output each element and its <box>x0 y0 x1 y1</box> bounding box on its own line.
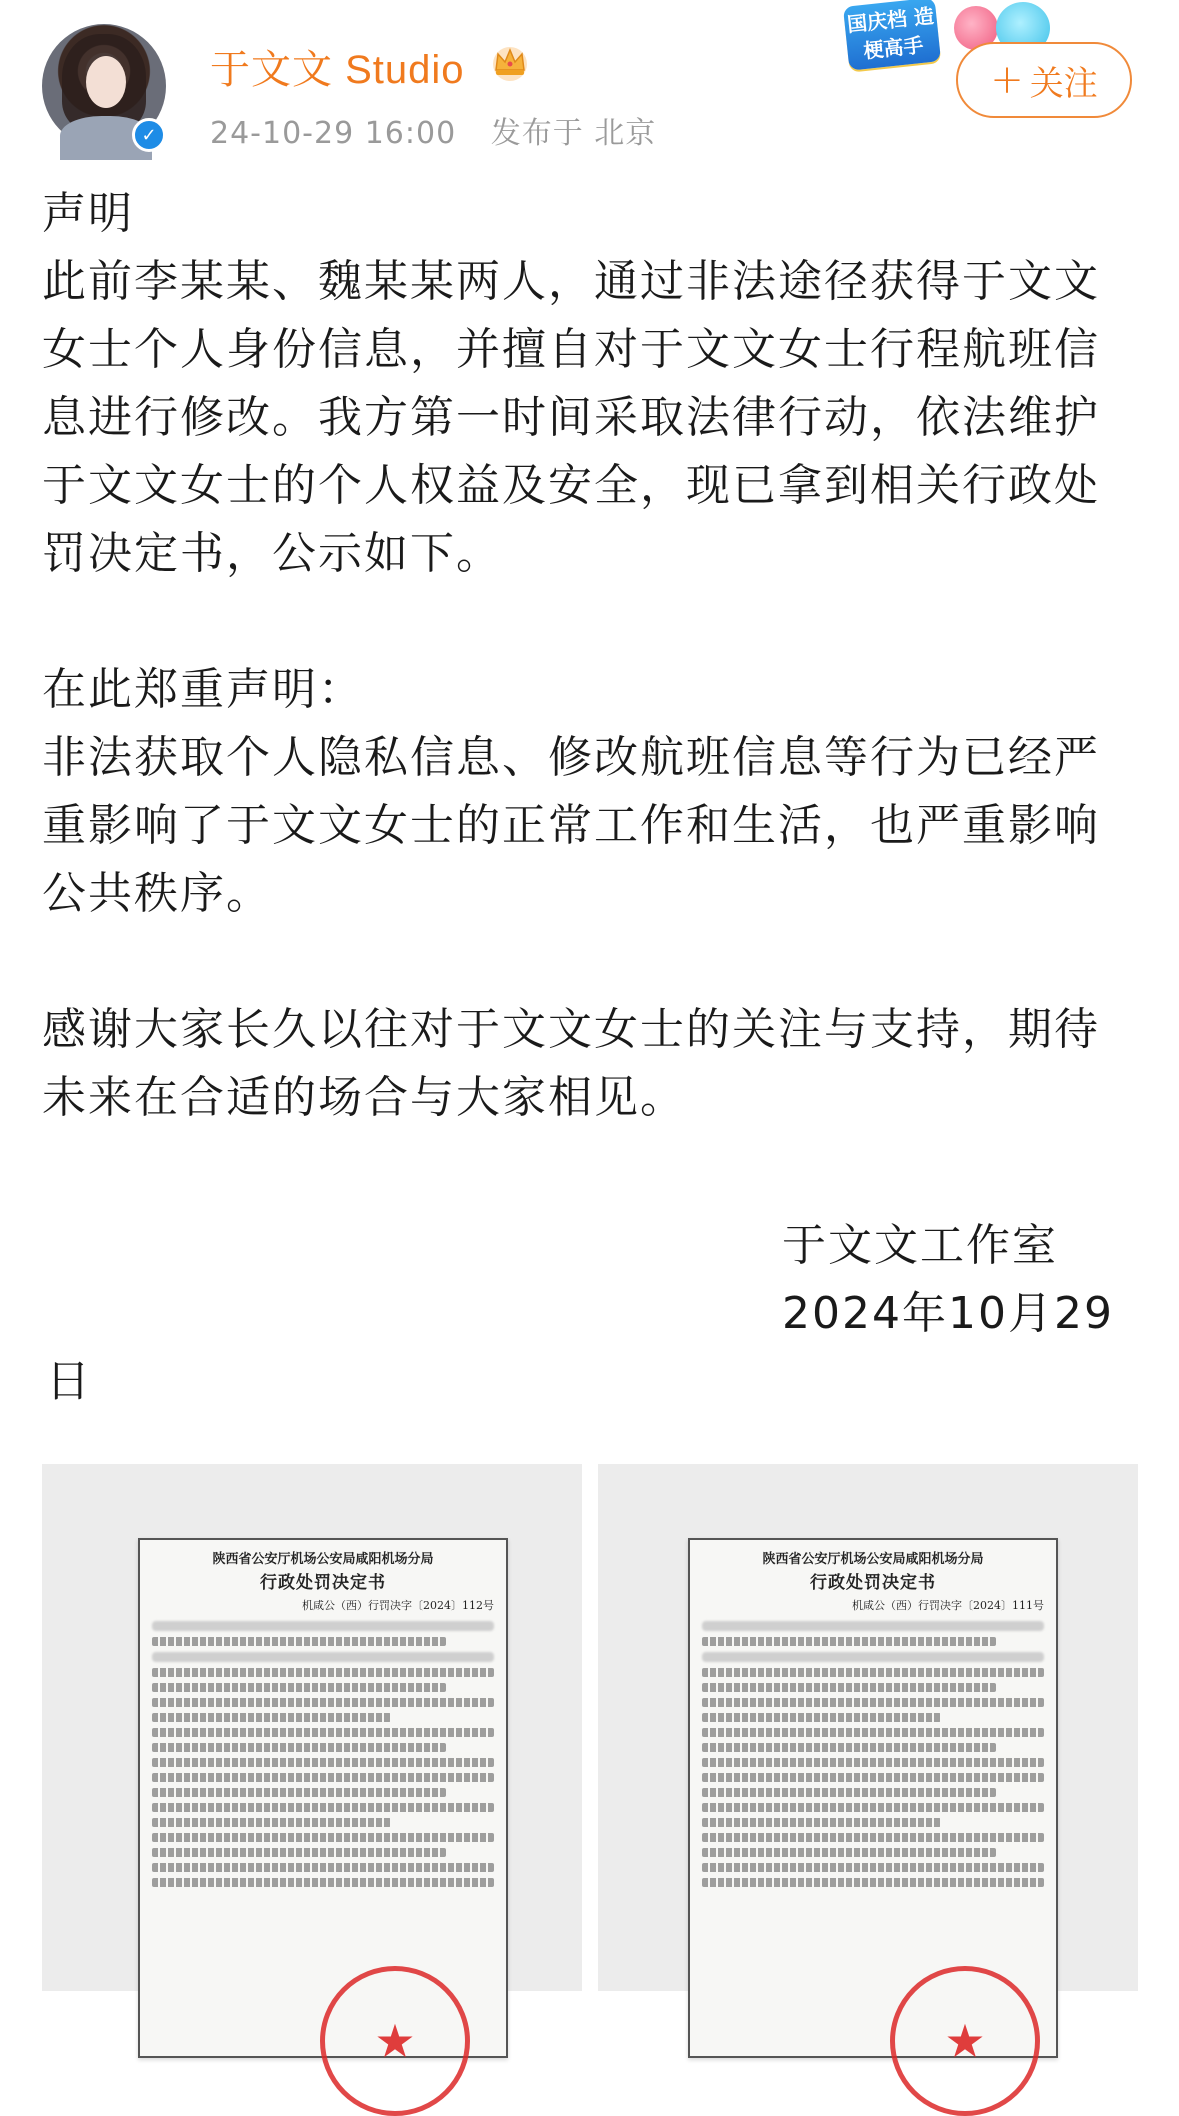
document-number: 机咸公（西）行罚决字〔2024〕111号 <box>852 1599 1044 1612</box>
follow-label: 关注 <box>1029 63 1098 104</box>
plus-icon: + <box>990 57 1024 103</box>
document-agency: 陕西省公安厅机场公安局咸阳机场分局 <box>762 1552 984 1567</box>
username[interactable]: 于文文 Studio <box>210 48 465 92</box>
signature: 于文文工作室 <box>782 1220 1058 1271</box>
document-agency: 陕西省公安厅机场公安局咸阳机场分局 <box>212 1552 434 1567</box>
document-title: 行政处罚决定书 <box>260 1573 386 1593</box>
image-thumbnail[interactable] <box>42 1464 582 2068</box>
signature-date-tail: 日 <box>46 1356 90 1407</box>
stamp-icon: ★ <box>890 1966 1040 2116</box>
document-image <box>138 1538 508 2068</box>
statement-heading: 在此郑重声明： <box>42 664 364 715</box>
stamp-icon: ★ <box>320 1966 470 2116</box>
follow-button[interactable] <box>956 42 1132 118</box>
statement-title: 声明 <box>42 188 134 239</box>
document-title: 行政处罚决定书 <box>810 1573 936 1593</box>
post-location: 发布于 北京 <box>490 116 657 151</box>
post-body <box>42 180 1142 1132</box>
document-image <box>688 1538 1058 2068</box>
post-header <box>0 0 1179 170</box>
post-timestamp: 24-10-29 16:00 <box>210 116 457 151</box>
statement-paragraph: 感谢大家长久以往对于文文女士的关注与支持，期待未来在合适的场合与大家相见。 <box>42 1004 1100 1123</box>
badge-label: 国庆档 造梗高手 <box>843 0 941 71</box>
post-meta <box>210 108 656 152</box>
signature-date: 2024年10月29 <box>782 1288 1114 1339</box>
verified-icon: ✓ <box>132 118 166 152</box>
document-number: 机咸公（西）行罚决字〔2024〕112号 <box>302 1599 494 1612</box>
signature-block <box>782 1212 1114 1348</box>
crown-icon <box>488 42 532 82</box>
statement-paragraph: 此前李某某、魏某某两人，通过非法途径获得于文文女士个人身份信息，并擅自对于文文女士行程航班信息进行修改。我方第一时间采取法律行动，依法维护于文文女士的个人权益及安全，现已拿到相关行政处罚决定书，公示如下。 <box>42 256 1100 579</box>
statement-paragraph: 非法获取个人隐私信息、修改航班信息等行为已经严重影响了于文文女士的正常工作和生活，也严重影响公共秩序。 <box>42 732 1100 919</box>
image-grid <box>42 1464 1138 2068</box>
image-thumbnail[interactable] <box>598 1464 1138 2068</box>
